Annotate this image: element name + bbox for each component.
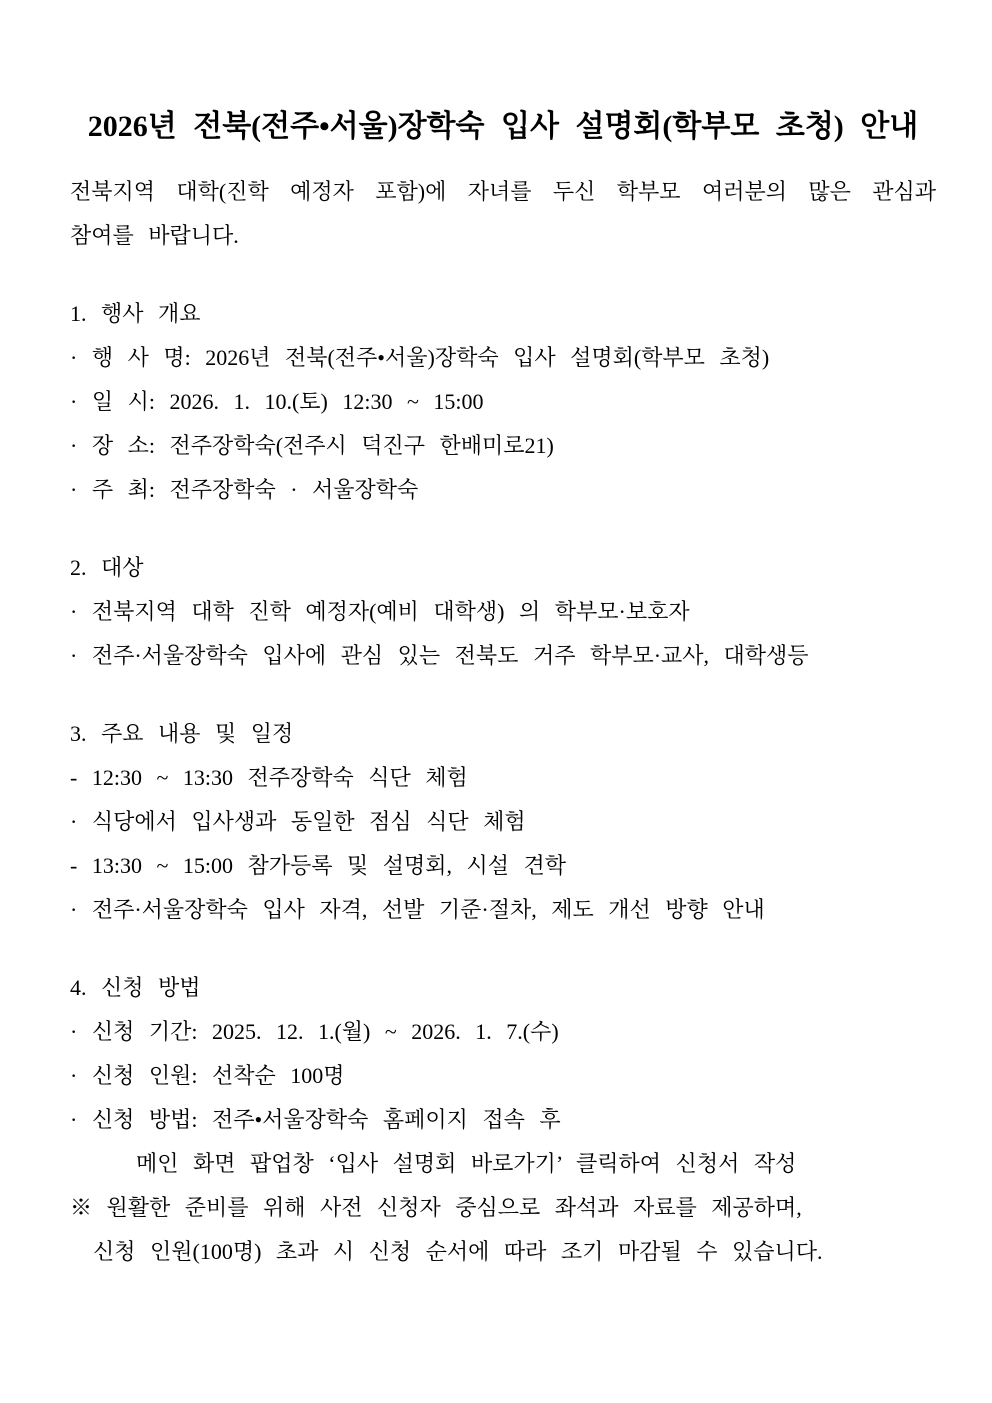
section-target-audience xyxy=(70,546,936,678)
doc-line-continuation: 메인 화면 팝업창 ‘입사 설명회 바로가기’ 클릭하여 신청서 작성 xyxy=(136,1151,797,1176)
doc-line: · 장 소: 전주장학숙(전주시 덕진구 한배미로21) xyxy=(70,433,554,458)
section-heading: 2. 대상 xyxy=(70,555,144,580)
intro-paragraph xyxy=(70,170,936,258)
doc-line-note: ※ 원활한 준비를 위해 사전 신청자 중심으로 좌석과 자료를 제공하며, xyxy=(70,1195,802,1220)
doc-line: · 전북지역 대학 진학 예정자(예비 대학생) 의 학부모·보호자 xyxy=(70,599,690,624)
document-title: 2026년 전북(전주•서울)장학숙 입사 설명회(학부모 초청) 안내 xyxy=(87,110,919,143)
doc-line: · 신청 인원: 선착순 100명 xyxy=(70,1063,345,1088)
doc-line: - 13:30 ~ 15:00 참가등록 및 설명회, 시설 견학 xyxy=(70,853,566,878)
section-heading: 1. 행사 개요 xyxy=(70,301,201,326)
doc-line: · 신청 방법: 전주•서울장학숙 홈페이지 접속 후 xyxy=(70,1107,561,1132)
doc-line: · 전주·서울장학숙 입사에 관심 있는 전북도 거주 학부모·교사, 대학생등 xyxy=(70,643,809,668)
doc-line: · 일 시: 2026. 1. 10.(토) 12:30 ~ 15:00 xyxy=(70,389,484,414)
doc-line: · 식당에서 입사생과 동일한 점심 식단 체험 xyxy=(70,809,526,834)
section-application xyxy=(70,966,936,1274)
doc-line: · 행 사 명: 2026년 전북(전주•서울)장학숙 입사 설명회(학부모 초청) xyxy=(70,345,770,370)
intro-line: 전북지역 대학(진학 예정자 포함)에 자녀를 두신 학부모 여러분의 많은 관심과 xyxy=(70,179,936,204)
section-heading: 4. 신청 방법 xyxy=(70,975,201,1000)
doc-line: · 전주·서울장학숙 입사 자격, 선발 기준·절차, 제도 개선 방향 안내 xyxy=(70,897,765,922)
section-event-overview xyxy=(70,292,936,512)
doc-line: · 주 최: 전주장학숙 · 서울장학숙 xyxy=(70,477,419,502)
doc-line: - 12:30 ~ 13:30 전주장학숙 식단 체험 xyxy=(70,765,468,790)
doc-line: · 신청 기간: 2025. 12. 1.(월) ~ 2026. 1. 7.(수) xyxy=(70,1019,559,1044)
section-schedule xyxy=(70,712,936,932)
intro-line: 참여를 바랍니다. xyxy=(70,223,239,248)
doc-line-note-continuation: 신청 인원(100명) 초과 시 신청 순서에 따라 조기 마감될 수 있습니다. xyxy=(93,1239,823,1264)
section-heading: 3. 주요 내용 및 일정 xyxy=(70,721,294,746)
